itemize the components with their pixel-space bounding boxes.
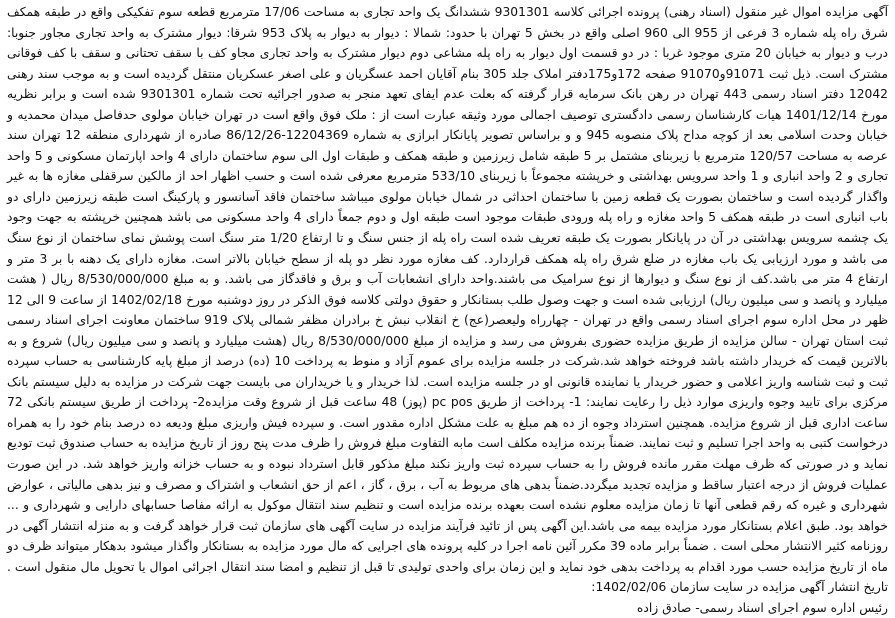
auction-notice	[4, 2, 891, 615]
notice-body-text: آگهی مزایده اموال غیر منقول (اسناد رهنی) پرونده اجرائی کلاسه 9301301 ششدانگ یک واحد تجاری به مساحت 17/06 مترمربع قطعه سوم تفکیکی واقع در طبقه همکف شرق راه پله شماره 3 فرعی از 955 الی 960 اصلی واقع در بخش 5 تهران با حدود: شمالا : دیوار به دیوار به پلاک 953 شرقا: دیوار مشترک به واحد تجاری مجاور جنوبا: درب و دیوار به خیابان 20 متری موجود غربا : در دو قسمت اول دیوار به راه پله مشاعی دوم دیوار مشترک به واحد تجاری مجاو کف با سقف تحتانی و سقف با کف فوقانی مشترک است. ذیل ثبت 91071و91070 صفحه 172و175دفتر املاک جلد 305 بنام آقایان احمد عسگریان و علی اصغر عسکریان منتقل گردیده است و به موجب سند رهنی 12042 دفتر اسناد رسمی 443 تهران در رهن بانک سرمایه قرار گرفته که بعلت عدم ایفای تعهد منجر به صدور اجرائیه تحت شماره 9301301 شده است و برابر نظریه مورخ 1401/12/14 هیات کارشناسان رسمی دادگستری توصیف اجمالی مورد وثیقه عبارت است از : ملک فوق واقع است در تهران خیابان مولوی حدفاصل میدان محمدیه و خیابان وحدت اسلامی بعد از کوچه مداح پلاک منصوبه 945 و و براساس تصویر پایانکار ابرازی به شماره 12204369-86/12/26 صادره از شهرداری منطقه 12 تهران سند عرصه به مساحت 120/57 مترمربع با زیربنای مشتمل بر 5 طبقه شامل زیرزمین و طبقه همکف و طبقات اول الی سوم ساختمان دارای 4 واحد اپارتمان مسکونی و 5 واحد تجاری و 2 واحد انباری و 1 واحد سرویس بهداشتی و خرپشته مجموعاً با زیربنای 533/10 مترمربع معرفی شده است و حسب اظهار احد از مالکین سرقفلی مغازه ها به غیر واگذار گردیده است و ساختمان بصورت یک قطعه زمین با ساختمان احداثی در شمال خیابان مولوی میباشد ساختمان فاقد آسانسور و پارکینگ است طبقه زیرزمین دارای دو باب انباری است در طبقه همکف 5 واحد مغازه و راه پله ورودی طبقات موجود است طبقه اول و دوم جمعاً دارای 4 واحد مسکونی می باشد همچنین خرپشته به جهت وجود یک چشمه سرویس بهداشتی در آن در پایانکار بصورت یک طبقه تعریف شده است راه پله از جنس سنگ و تا ارتفاع 1/20 متر سنگ است پوشش نمای ساختمان از نوع سنگ می باشد و مورد ارزیابی یک باب مغازه در ضلع شرق راه پله همکف قراردارد. کف مغازه مورد نظر دو پله از سطح خیابان بالاتر است. مغازه دارای یک دهنه با بر 3 متر و ارتفاع 4 متر می باشد.کف از نوع سنگ و دیوارها از نوع سرامیک می باشند.واحد دارای انشعابات آب و برق و فاقدگاز می باشد. و به مبلغ 8/530/000/000 ریال ( هشت میلیارد و پانصد و سی میلیون ریال) ارزیابی شده است و جهت وصول طلب بستانکار و حقوق دولتی کلاسه فوق الذکر در روز دوشنبه مورخ 1402/02/18 از ساعت 9 الی 12 ظهر در محل اداره سوم اجرای اسناد رسمی واقع در تهران - چهارراه ولیعصر(عج) خ انقلاب نبش خ برادران مظفر شمالی پلاک 919 ساختمان معاونت اجرای اسناد رسمی ثبت استان تهران - سالن مزایده از طریق مزایده حضوری بفروش می رسد و مزایده از مبلغ 8/530/000/000 ریال (هشت میلیارد و پانصد و سی میلیون ریال) شروع و به بالاترین قیمت که خریدار داشته باشد فروخته خواهد شد.شرکت در جلسه مزایده برای عموم آزاد و منوط به پرداخت 10 (ده) درصد از مبلغ پایه کارشناسی به حساب سپرده ثبت و ثبت شناسه واریز اعلامی و حضور خریدار یا نماینده قانونی او در جلسه مزایده است. لذا خریدار و یا خریداران می بایست جهت شرکت در مزایده به دلیل سیستم بانک مرکزی برای تایید وجوه واریزی موارد ذیل را رعایت نمایند: 1- پرداخت از طریق pc pos (پوز) 48 ساعت قبل از شروع وقت مزایده2- پرداخت از طریق سیستم بانکی 72 ساعت اداری قبل از شروع مزایده. همچنین استرداد وجوه از ده هم مبلغ به علت مشکل اداره مقدور است. و سپرده فیش واریزی مبلغ ودیعه ده درصد بنام خود را به همراه درخواست کتبی به واحد اجرا تسلیم و ثبت نمایند. ضمناً برنده مزایده مکلف است مابه التفاوت مبلغ فروش را ظرف مدت پنج روز از تاریخ مزایده به حساب صندوق ثبت تودیع نماید و در صورتی که ظرف مهلت مقرر مانده فروش را به حساب سپرده ثبت واریز نکند مبلغ مذکور قابل استرداد نبوده و به حساب خزانه واریز خواهد شد. در این صورت عملیات فروش از درجه اعتبار ساقط و مزایده تجدید میگردد.ضمناً بدهی های مربوط به آب ، برق ، گاز ، اعم از حق انشعاب و اشتراک و مصرف و نیز بدهی مالیاتی ، عوارض شهرداری و غیره که رقم قطعی آنها تا زمان مزایده معلوم نشده است بعهده برنده مزایده است و تنظیم سند انتقال موکول به ارائه مفاصا حسابهای دارایی و شهرداری و ... خواهد بود. طبق اعلام بستانکار مورد مزایده بیمه می باشد.این آگهی پس از تائید فرآیند مزایده در سایت آگهی های سازمان ثبت قرار خواهد گرفت و به منزله انتشار آگهی در روزنامه کثیر الانتشار محلی است . ضمناً برابر ماده 39 مکرر آئین نامه اجرا در کلیه پرونده های اجرایی که مال مورد مزایده به بستانکار واگذار میشود بدهکار میتواند ظرف دو ماه از تاریخ مزایده حسب مورد اقدام به پرداخت بدهی خود نماید و این زمان برای واحدی تولیدی تا قبل از تنظیم و امضا سند انتقال اجرائی اموال یا تحویل مال منقول است . تاریخ انتشار آگهی مزایده در سایت سازمان 1402/02/06:	[7, 5, 889, 595]
notice-signature: رئیس اداره سوم اجرای اسناد رسمی- صادق زاده	[636, 600, 888, 615]
